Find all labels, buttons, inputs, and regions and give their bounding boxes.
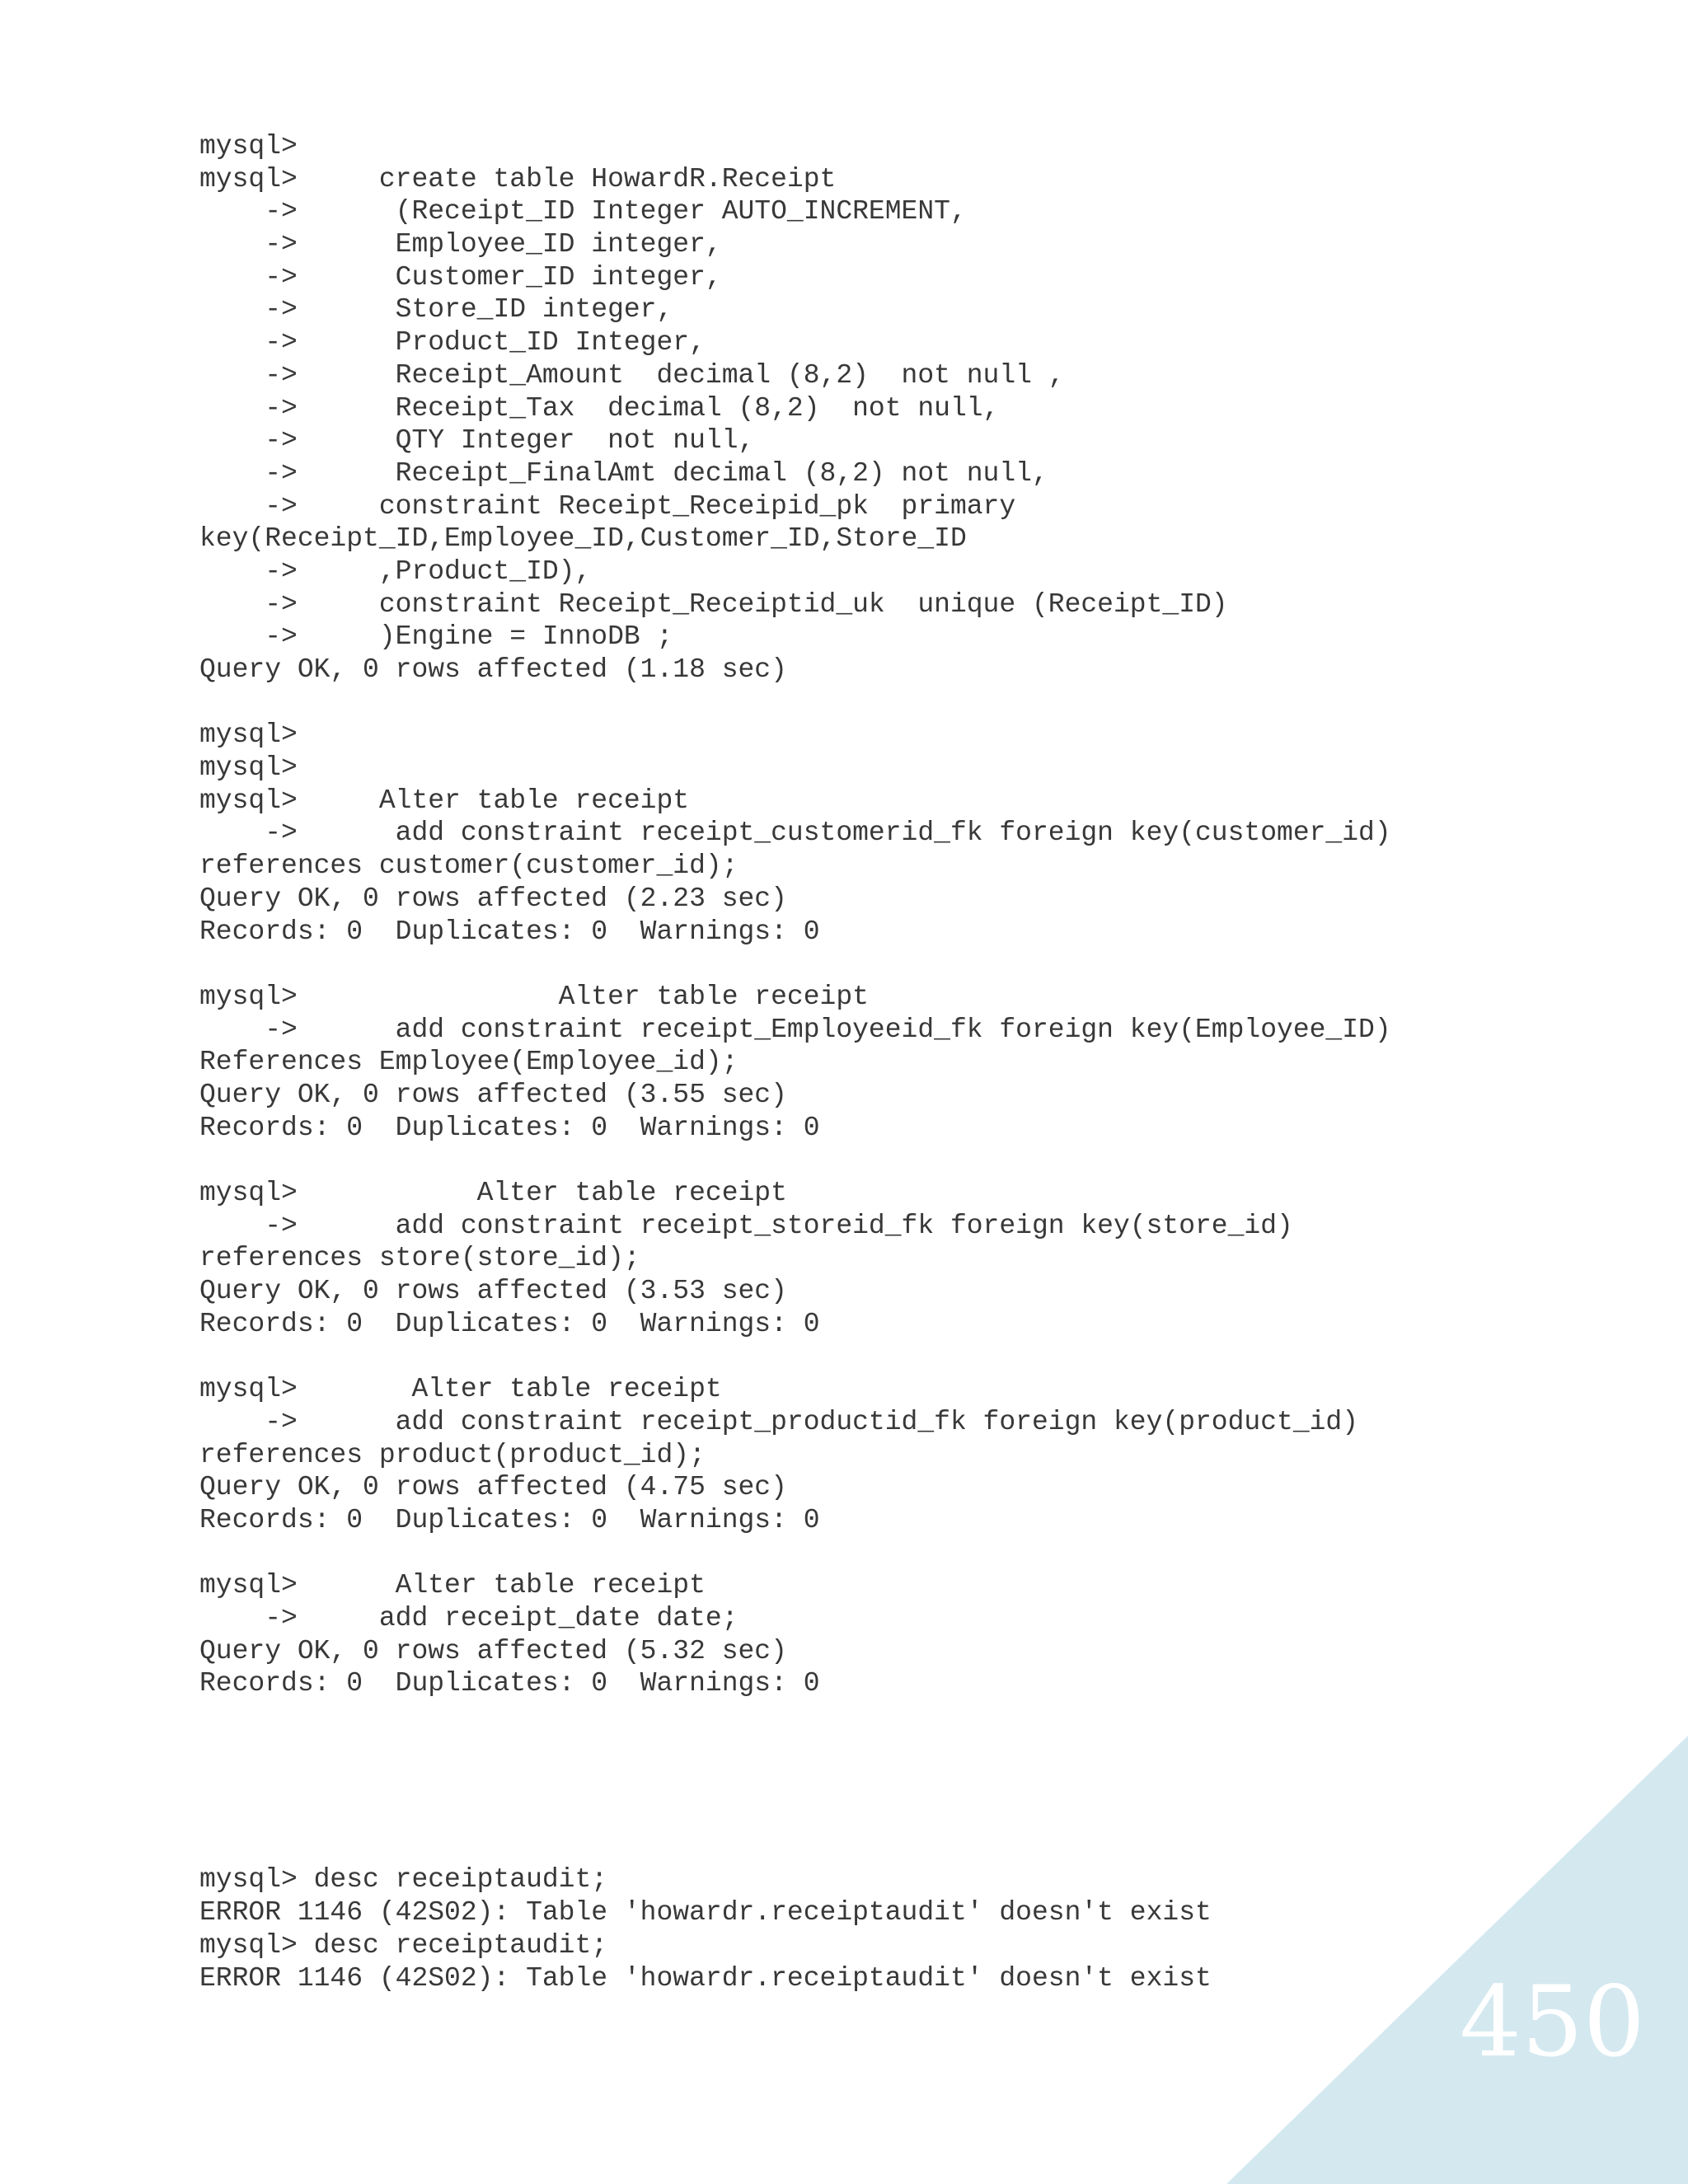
- console-line: Records: 0 Duplicates: 0 Warnings: 0: [199, 1504, 820, 1535]
- console-line: Records: 0 Duplicates: 0 Warnings: 0: [199, 1308, 820, 1339]
- console-line: [199, 1798, 1634, 1831]
- console-line: -> Store_ID integer,: [199, 294, 673, 326]
- console-line: Records: 0 Duplicates: 0 Warnings: 0: [199, 1668, 820, 1699]
- console-line: -> Receipt_FinalAmt decimal (8,2) not null,: [199, 457, 1048, 489]
- console-line: mysql>: [199, 752, 298, 784]
- console-line: -> add constraint receipt_customerid_fk foreign key(customer_id): [199, 818, 1391, 849]
- console-line: references product(product_id);: [199, 1439, 706, 1470]
- console-line: -> QTY Integer not null,: [199, 425, 755, 457]
- console-line: Query OK, 0 rows affected (1.18 sec): [199, 654, 787, 685]
- console-line: -> )Engine = InnoDB ;: [199, 621, 673, 653]
- console-line: [199, 1765, 1634, 1798]
- console-line: Query OK, 0 rows affected (3.53 sec): [199, 1276, 787, 1307]
- console-line: mysql> create table HowardR.Receipt: [199, 163, 837, 194]
- console-line: mysql> Alter table receipt: [199, 981, 869, 1012]
- console-line: Query OK, 0 rows affected (5.32 sec): [199, 1635, 787, 1666]
- console-line: ERROR 1146 (42S02): Table 'howardr.receiptaudit' doesn't exist: [199, 1897, 1212, 1929]
- console-line: -> (Receipt_ID Integer AUTO_INCREMENT,: [199, 196, 967, 227]
- page-number: 450: [1459, 1965, 1645, 2079]
- console-line: -> add constraint receipt_Employeeid_fk foreign key(Employee_ID): [199, 1014, 1391, 1045]
- console-line: Records: 0 Duplicates: 0 Warnings: 0: [199, 916, 820, 947]
- console-line: -> Customer_ID integer,: [199, 261, 722, 293]
- console-line: mysql>: [199, 131, 298, 162]
- console-line: mysql> Alter table receipt: [199, 1374, 722, 1405]
- console-line: references store(store_id);: [199, 1243, 640, 1274]
- console-line: -> add receipt_date date;: [199, 1602, 738, 1633]
- console-line: -> Employee_ID integer,: [199, 229, 722, 260]
- console-line: [199, 1144, 1634, 1177]
- console-line: mysql> Alter table receipt: [199, 1570, 706, 1601]
- console-line: mysql> Alter table receipt: [199, 1178, 787, 1208]
- console-line: -> ,Product_ID),: [199, 555, 592, 587]
- console-line: Query OK, 0 rows affected (2.23 sec): [199, 883, 787, 914]
- console-line: -> add constraint receipt_productid_fk foreign key(product_id): [199, 1406, 1359, 1437]
- console-line: references customer(customer_id);: [199, 851, 738, 882]
- console-line: [199, 1537, 1634, 1570]
- console-line: -> constraint Receipt_Receipid_pk primary: [199, 490, 1016, 522]
- console-line: mysql> desc receiptaudit;: [199, 1929, 608, 1961]
- console-line: [199, 1831, 1634, 1864]
- console-line: -> Product_ID Integer,: [199, 327, 706, 359]
- console-line: mysql> Alter table receipt: [199, 785, 690, 816]
- console-line: [199, 948, 1634, 981]
- console-line: mysql>: [199, 719, 298, 751]
- console-line: -> Receipt_Amount decimal (8,2) not null ,: [199, 359, 1065, 391]
- console-line: [199, 687, 1634, 719]
- console-line: Records: 0 Duplicates: 0 Warnings: 0: [199, 1112, 820, 1143]
- console-line: -> Receipt_Tax decimal (8,2) not null,: [199, 392, 1000, 424]
- console-line: mysql> desc receiptaudit;: [199, 1864, 608, 1896]
- console-line: Query OK, 0 rows affected (3.55 sec): [199, 1079, 787, 1110]
- mysql-console-transcript: [199, 130, 1634, 1994]
- console-line: [199, 1340, 1634, 1373]
- console-line: [199, 1700, 1634, 1733]
- console-line: [199, 1733, 1634, 1766]
- console-line: ERROR 1146 (42S02): Table 'howardr.receiptaudit' doesn't exist: [199, 1962, 1212, 1994]
- console-line: References Employee(Employee_id);: [199, 1047, 738, 1078]
- console-line: Query OK, 0 rows affected (4.75 sec): [199, 1472, 787, 1503]
- console-line: -> add constraint receipt_storeid_fk foreign key(store_id): [199, 1210, 1293, 1241]
- console-line: key(Receipt_ID,Employee_ID,Customer_ID,Store_ID: [199, 523, 967, 555]
- console-line: -> constraint Receipt_Receiptid_uk unique (Receipt_ID): [199, 588, 1228, 620]
